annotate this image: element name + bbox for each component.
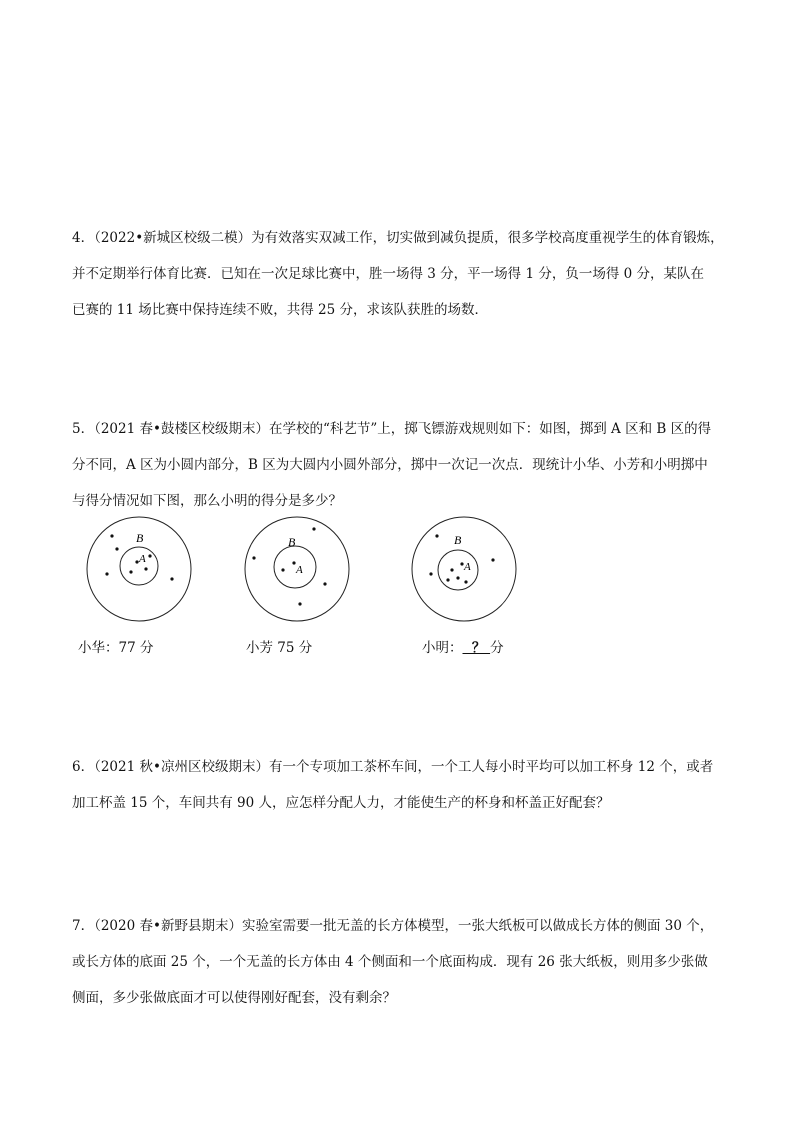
dartboard-xiaofang — [242, 514, 352, 624]
problem-5-line-2: 分不同，A 区为小圆内部分，B 区为大圆内小圆外部分，掷中一次记一次点．现统计小华、小芳和小明掷中 — [72, 457, 708, 473]
problem-7-line-3: 侧面，多少张做底面才可以使得刚好配套，没有剩余？ — [72, 990, 396, 1006]
zone-a-label: A — [139, 553, 146, 565]
dartboard-xiaoming — [409, 514, 519, 624]
problem-6-line-1: 6．（2021 秋•凉州区校级期末）有一个专项加工茶杯车间，一个工人每小时平均可以加工杯身 12 个，或者 — [72, 759, 714, 775]
problem-5 — [72, 411, 732, 519]
problem-4-line-1: 4．（2022•新城区校级二模）为有效落实双减工作，切实做到减负提质，很多学校高度重视学生的体育锻炼， — [72, 230, 724, 246]
caption-xiaoming-prefix: 小明： — [422, 640, 463, 656]
problem-4-line-2: 并不定期举行体育比赛．已知在一次足球比赛中，胜一场得 3 分，平一场得 1 分，负一场得 0 分，某队在 — [72, 266, 705, 282]
zone-b-label: B — [288, 535, 296, 549]
inner-circle — [438, 550, 478, 590]
problem-6 — [72, 749, 732, 821]
problem-7-line-1: 7．（2020 春•新野县期末）实验室需要一批无盖的长方体模型，一张大纸板可以做成长方体的侧面 30 个， — [72, 918, 714, 934]
zone-b-label: B — [136, 531, 144, 545]
caption-xiaoming — [422, 636, 504, 656]
problem-7 — [72, 908, 732, 1016]
problem-4-line-3: 已赛的 11 场比赛中保持连续不败，共得 25 分，求该队获胜的场数． — [72, 302, 489, 318]
problem-4 — [72, 220, 732, 328]
dartboard-xiaohua — [84, 514, 194, 624]
inner-circle — [274, 546, 316, 588]
caption-xiaofang: 小芳 75 分 — [246, 640, 313, 656]
problem-5-line-3: 与得分情况如下图，那么小明的得分是多少？ — [72, 493, 342, 509]
zone-a-label: A — [296, 564, 303, 576]
answer-blank: ？ — [462, 640, 491, 656]
dartboard-figures — [0, 514, 794, 664]
problem-6-line-2: 加工杯盖 15 个，车间共有 90 人，应怎样分配人力，才能使生产的杯身和杯盖正好配套？ — [72, 795, 610, 811]
zone-b-label: B — [454, 533, 462, 547]
caption-xiaoming-suffix: 分 — [490, 640, 504, 656]
problem-7-line-2: 或长方体的底面 25 个，一个无盖的长方体由 4 个侧面和一个底面构成．现有 26 张大纸板，则用多少张做 — [72, 954, 708, 970]
zone-a-label: A — [464, 561, 471, 573]
problem-5-line-1: 5．（2021 春•鼓楼区校级期末）在学校的“科艺节”上，掷飞镖游戏规则如下：如图，掷到 A 区和 B 区的得 — [72, 421, 712, 437]
caption-xiaohua: 小华：77 分 — [78, 640, 154, 656]
